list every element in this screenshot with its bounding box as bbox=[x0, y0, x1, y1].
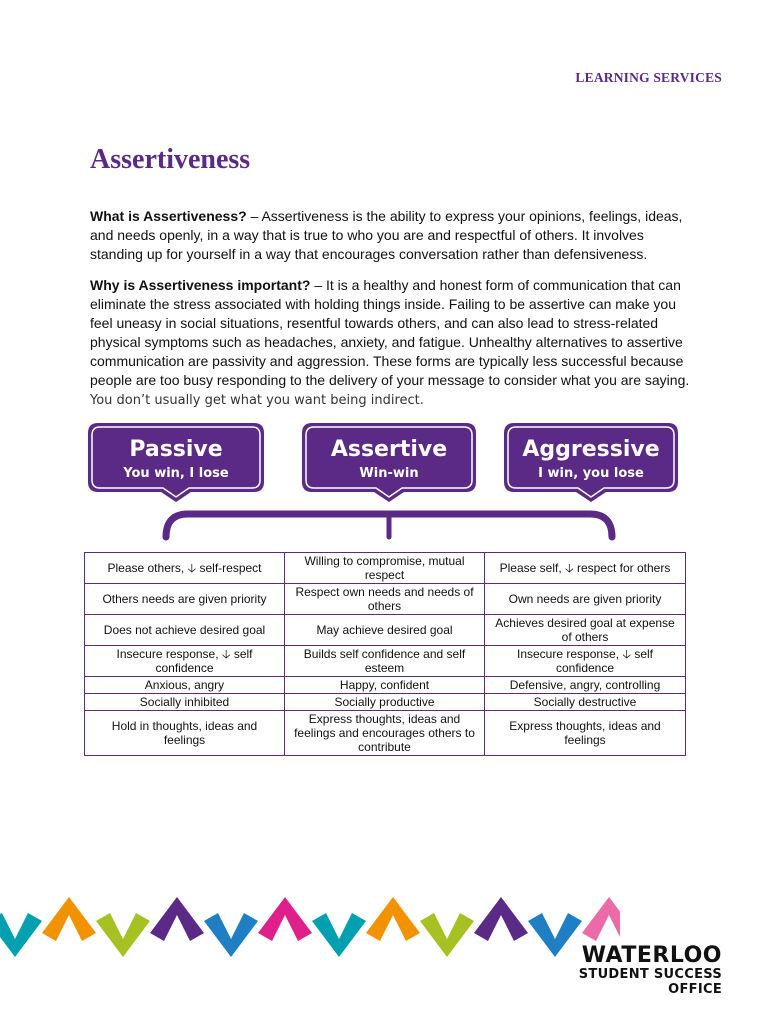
assertive-bubble bbox=[302, 423, 476, 502]
assertive-title: Assertive bbox=[330, 437, 448, 462]
importance-body: – It is a healthy and honest form of communication that can eliminate the stress associated with holding things inside. Failing to be assertive can make you feel uneasy in social situations, resentful towards others, and can also lead to stress-related physical symptoms such as headaches, anxiety, and fatigue. Unhealthy alternatives to assertive communication are passivity and aggression. These forms are typically less successful because people are too busy responding to the delivery of your message to consider what you are saying. bbox=[90, 277, 690, 388]
aggressive-subtitle: I win, you lose bbox=[538, 466, 644, 481]
importance-tail: You don’t usually get what you want being indirect. bbox=[90, 393, 424, 408]
definition-paragraph bbox=[90, 207, 690, 264]
table-row bbox=[85, 584, 686, 615]
assertive-cell: Builds self confidence and self esteem bbox=[285, 646, 485, 677]
assertive-subtitle: Win-win bbox=[359, 466, 419, 481]
aggressive-cell: Socially destructive bbox=[485, 694, 686, 711]
chevron-shape bbox=[366, 897, 420, 941]
aggressive-cell: Insecure response, 🡣 self confidence bbox=[485, 646, 686, 677]
passive-cell: Hold in thoughts, ideas and feelings bbox=[85, 711, 285, 756]
chevron-shape bbox=[474, 897, 528, 941]
passive-cell: Others needs are given priority bbox=[85, 584, 285, 615]
table-row bbox=[85, 677, 686, 694]
logo-line-2: STUDENT SUCCESS bbox=[578, 967, 722, 982]
chevron-shape bbox=[528, 913, 582, 957]
passive-cell: Anxious, angry bbox=[85, 677, 285, 694]
aggressive-cell: Defensive, angry, controlling bbox=[485, 677, 686, 694]
page-title: Assertiveness bbox=[90, 144, 251, 175]
definition-body: – Assertiveness is the ability to express your opinions, feelings, ideas, and needs openly, in a way that is true to who you are and respectful of others. It involves standing up for yourself in a way that encourages conversation rather than defensiveness. bbox=[90, 208, 683, 262]
definition-lead: What is Assertiveness? bbox=[90, 208, 247, 224]
communication-spectrum-diagram bbox=[88, 420, 688, 544]
chevron-shape bbox=[420, 913, 474, 957]
chevron-shape bbox=[204, 913, 258, 957]
waterloo-logo bbox=[579, 945, 722, 997]
table-row bbox=[85, 553, 686, 584]
comparison-table bbox=[84, 552, 686, 756]
logo-line-3: OFFICE bbox=[668, 982, 722, 997]
chevron-shape bbox=[42, 897, 96, 941]
table-row bbox=[85, 694, 686, 711]
aggressive-cell: Achieves desired goal at expense of others bbox=[485, 615, 686, 646]
chevron-shape bbox=[582, 897, 620, 941]
passive-cell: Does not achieve desired goal bbox=[85, 615, 285, 646]
passive-cell: Please others, 🡣 self-respect bbox=[85, 553, 285, 584]
importance-paragraph bbox=[90, 276, 690, 410]
aggressive-title: Aggressive bbox=[522, 437, 660, 462]
passive-bubble bbox=[88, 423, 264, 502]
passive-subtitle: You win, I lose bbox=[123, 466, 229, 481]
aggressive-cell: Express thoughts, ideas and feelings bbox=[485, 711, 686, 756]
importance-lead: Why is Assertiveness important? bbox=[90, 277, 311, 293]
decorative-chevron-band bbox=[0, 885, 620, 985]
table-row bbox=[85, 711, 686, 756]
assertive-cell: Socially productive bbox=[285, 694, 485, 711]
passive-title: Passive bbox=[129, 437, 223, 462]
passive-cell: Socially inhibited bbox=[85, 694, 285, 711]
chevron-shape bbox=[150, 897, 204, 941]
chevron-shape bbox=[258, 897, 312, 941]
aggressive-cell: Please self, 🡣 respect for others bbox=[485, 553, 686, 584]
assertive-cell: Happy, confident bbox=[285, 677, 485, 694]
chevron-shape bbox=[0, 913, 42, 957]
assertive-cell: Express thoughts, ideas and feelings and encourages others to contribute bbox=[285, 711, 485, 756]
aggressive-cell: Own needs are given priority bbox=[485, 584, 686, 615]
chevron-shape bbox=[312, 913, 366, 957]
chevron-shape bbox=[96, 913, 150, 957]
assertive-cell: May achieve desired goal bbox=[285, 615, 485, 646]
aggressive-bubble bbox=[504, 423, 678, 502]
assertive-cell: Willing to compromise, mutual respect bbox=[285, 553, 485, 584]
department-header: LEARNING SERVICES bbox=[575, 70, 722, 85]
logo-line-1: WATERLOO bbox=[581, 943, 722, 968]
passive-cell: Insecure response, 🡣 self confidence bbox=[85, 646, 285, 677]
table-row bbox=[85, 646, 686, 677]
assertive-cell: Respect own needs and needs of others bbox=[285, 584, 485, 615]
table-row bbox=[85, 615, 686, 646]
